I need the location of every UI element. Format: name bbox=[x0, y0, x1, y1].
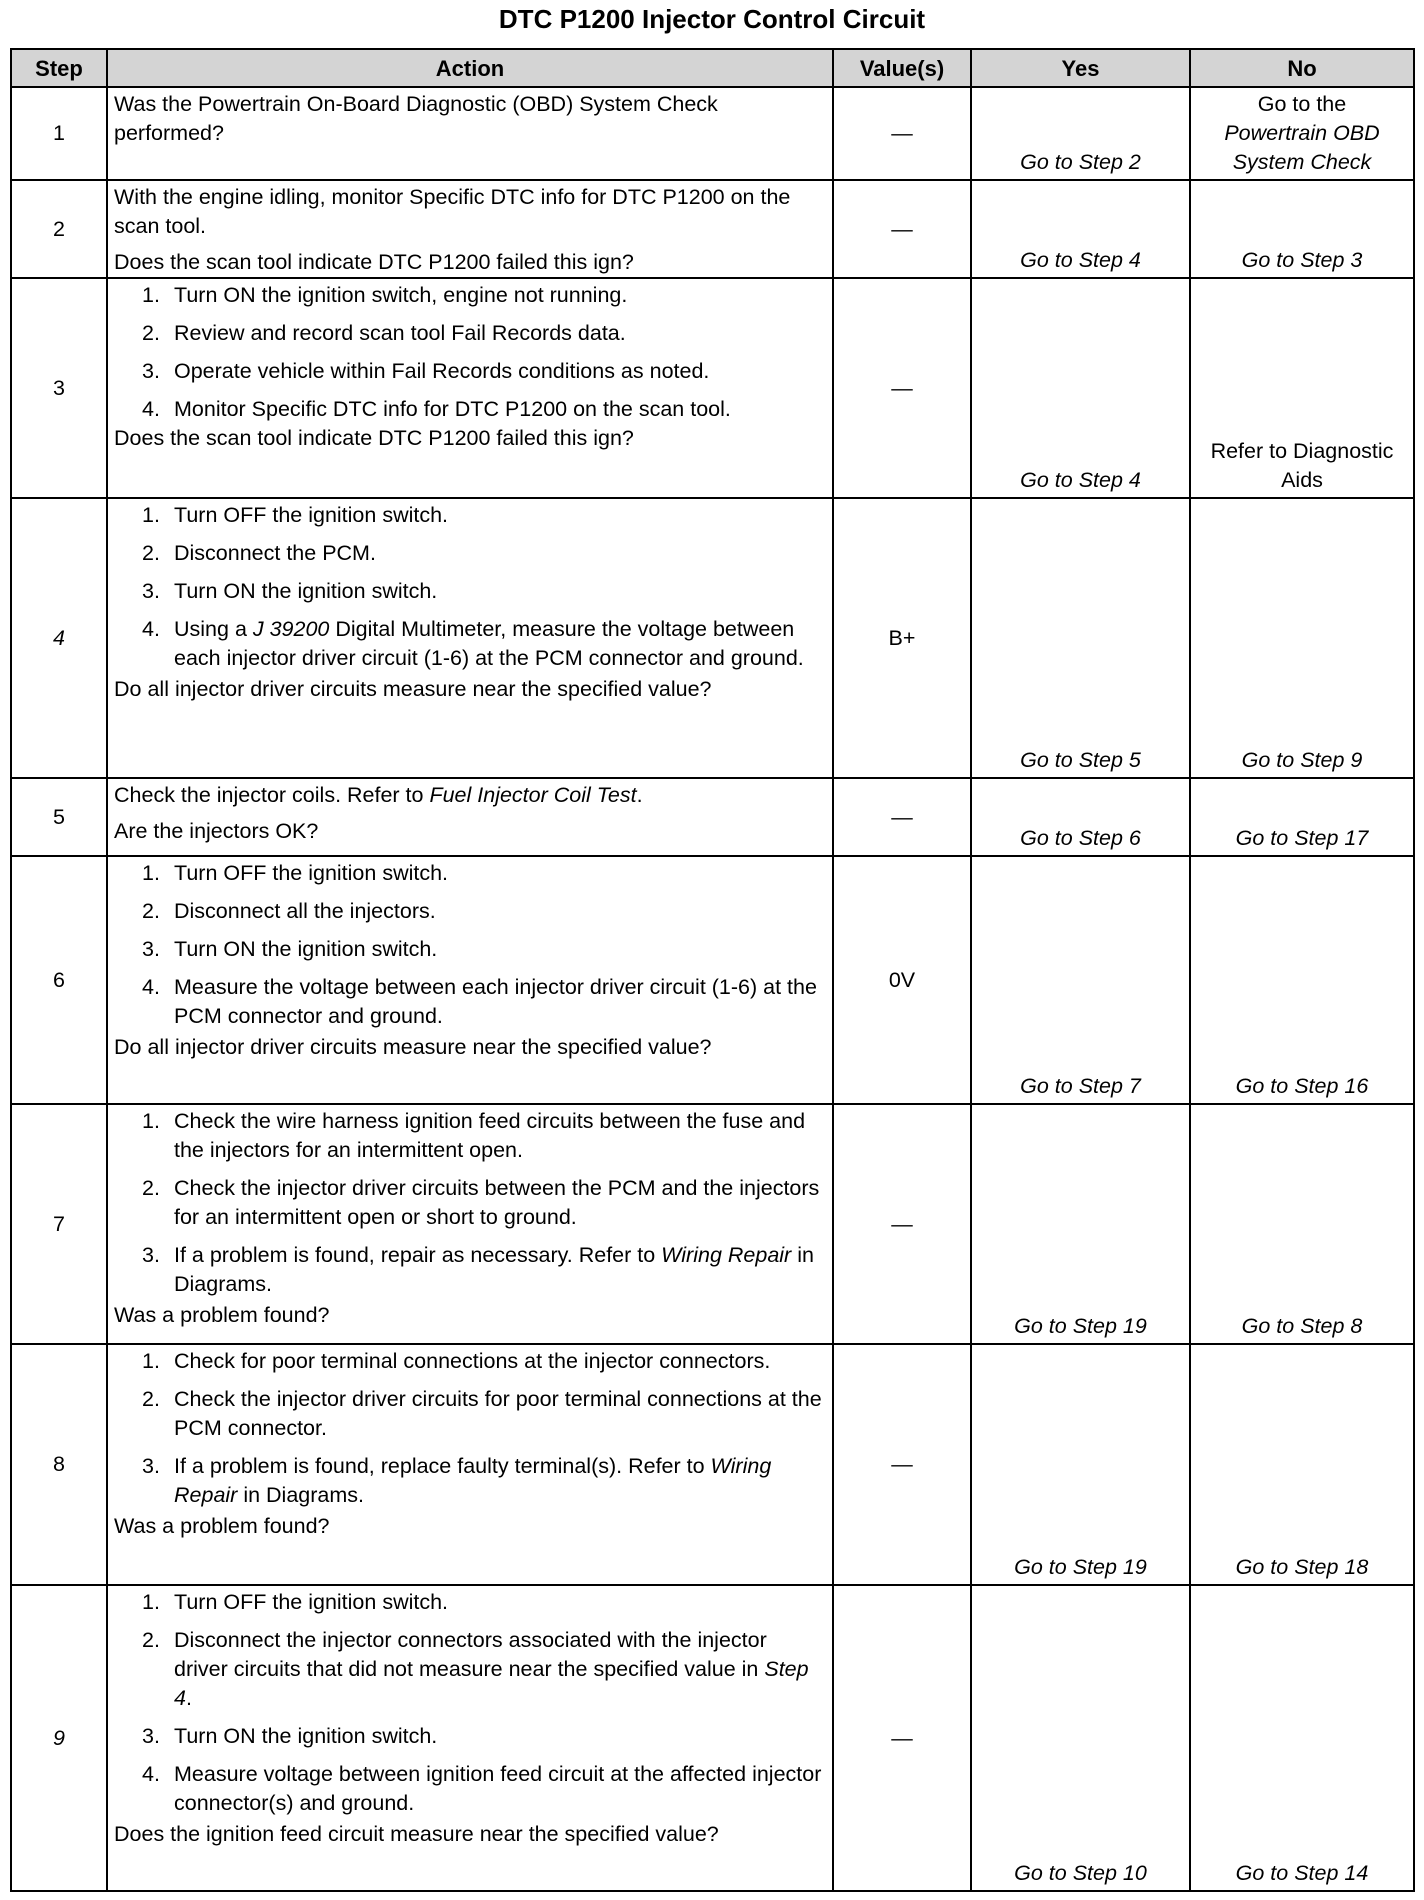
table-row bbox=[11, 180, 1414, 278]
list-item: 3. Turn ON the ignition switch. bbox=[142, 937, 438, 961]
list-item: 2. Check the injector driver circuits between the PCM and the injectors for an intermittent open or short to ground. bbox=[142, 1176, 820, 1229]
yes-cell: Go to Step 2 bbox=[971, 87, 1190, 180]
page-title: DTC P1200 Injector Control Circuit bbox=[498, 4, 926, 34]
no-text: Go to the bbox=[1257, 92, 1347, 116]
list-item: 2. Review and record scan tool Fail Records data. bbox=[142, 321, 626, 345]
action-intro: With the engine idling, monitor Specific DTC info for DTC P1200 on the scan tool. bbox=[114, 185, 791, 238]
action-cell bbox=[107, 87, 833, 180]
action-cell bbox=[107, 1585, 833, 1891]
value-cell: B+ bbox=[833, 498, 971, 778]
header-row bbox=[11, 49, 1414, 87]
no-cell: Go to Step 3 bbox=[1190, 180, 1414, 278]
yes-cell: Go to Step 19 bbox=[971, 1104, 1190, 1344]
list-item: 1. Turn OFF the ignition switch. bbox=[142, 1590, 449, 1614]
yes-cell: Go to Step 5 bbox=[971, 498, 1190, 778]
action-intro: Check the injector coils. Refer to Fuel Injector Coil Test. bbox=[114, 783, 643, 807]
table-row bbox=[11, 1104, 1414, 1344]
action-question: Does the scan tool indicate DTC P1200 failed this ign? bbox=[114, 250, 634, 274]
action-steps bbox=[114, 281, 826, 424]
step-number: 5 bbox=[11, 778, 107, 856]
table-row bbox=[11, 856, 1414, 1104]
value-cell: — bbox=[833, 1104, 971, 1344]
action-question: Do all injector driver circuits measure near the specified value? bbox=[114, 1035, 712, 1059]
table-row bbox=[11, 1585, 1414, 1891]
no-cell: Go to Step 16 bbox=[1190, 856, 1414, 1104]
table-row bbox=[11, 87, 1414, 180]
no-cell: Go to Step 9 bbox=[1190, 498, 1414, 778]
action-question: Does the ignition feed circuit measure near the specified value? bbox=[114, 1822, 719, 1846]
action-cell bbox=[107, 1104, 833, 1344]
value-cell: — bbox=[833, 1344, 971, 1585]
step-number: 9 bbox=[11, 1585, 107, 1891]
no-cell bbox=[1190, 87, 1414, 180]
table-row bbox=[11, 498, 1414, 778]
action-question: Are the injectors OK? bbox=[114, 819, 319, 843]
yes-cell: Go to Step 10 bbox=[971, 1585, 1190, 1891]
action-steps bbox=[114, 1588, 826, 1818]
header-values: Value(s) bbox=[833, 49, 971, 87]
value-cell: — bbox=[833, 1585, 971, 1891]
list-item: 3. If a problem is found, replace faulty terminal(s). Refer to Wiring Repair in Diagrams. bbox=[142, 1454, 772, 1507]
value-cell: — bbox=[833, 180, 971, 278]
value-cell: — bbox=[833, 778, 971, 856]
action-cell bbox=[107, 1344, 833, 1585]
header-yes: Yes bbox=[971, 49, 1190, 87]
yes-cell: Go to Step 7 bbox=[971, 856, 1190, 1104]
yes-cell: Go to Step 4 bbox=[971, 180, 1190, 278]
list-item: 2. Check the injector driver circuits for poor terminal connections at the PCM connector. bbox=[142, 1387, 822, 1440]
table-row bbox=[11, 1344, 1414, 1585]
no-reference: Powertrain OBD System Check bbox=[1224, 121, 1380, 174]
diagnostic-table bbox=[10, 48, 1415, 1892]
list-item: 3. Turn ON the ignition switch. bbox=[142, 1724, 438, 1748]
step-number: 2 bbox=[11, 180, 107, 278]
action-steps bbox=[114, 501, 826, 673]
step-number: 8 bbox=[11, 1344, 107, 1585]
yes-cell: Go to Step 19 bbox=[971, 1344, 1190, 1585]
table-row bbox=[11, 278, 1414, 498]
list-item: 2. Disconnect the injector connectors associated with the injector driver circuits that did not measure near the specified value in Step 4. bbox=[142, 1628, 809, 1710]
action-cell bbox=[107, 856, 833, 1104]
no-cell: Go to Step 8 bbox=[1190, 1104, 1414, 1344]
action-cell bbox=[107, 180, 833, 278]
yes-cell: Go to Step 6 bbox=[971, 778, 1190, 856]
action-cell bbox=[107, 778, 833, 856]
list-item: 3. Operate vehicle within Fail Records conditions as noted. bbox=[142, 359, 710, 383]
list-item: 1. Check for poor terminal connections at the injector connectors. bbox=[142, 1349, 771, 1373]
step-number: 1 bbox=[11, 87, 107, 180]
step-number: 3 bbox=[11, 278, 107, 498]
list-item: 2. Disconnect the PCM. bbox=[142, 541, 376, 565]
header-action: Action bbox=[107, 49, 833, 87]
list-item: 4. Measure the voltage between each injector driver circuit (1-6) at the PCM connector and ground. bbox=[142, 975, 817, 1028]
action-steps bbox=[114, 859, 826, 1031]
list-item: 1. Turn OFF the ignition switch. bbox=[142, 503, 449, 527]
list-item: 2. Disconnect all the injectors. bbox=[142, 899, 436, 923]
action-question: Was the Powertrain On-Board Diagnostic (OBD) System Check performed? bbox=[114, 92, 718, 145]
step-number: 6 bbox=[11, 856, 107, 1104]
action-cell bbox=[107, 278, 833, 498]
action-steps bbox=[114, 1107, 826, 1299]
action-question: Do all injector driver circuits measure near the specified value? bbox=[114, 677, 712, 701]
action-question: Was a problem found? bbox=[114, 1303, 330, 1327]
step-number: 7 bbox=[11, 1104, 107, 1344]
list-item: 4. Using a J 39200 Digital Multimeter, measure the voltage between each injector driver circuit (1-6) at the PCM connector and ground. bbox=[142, 617, 804, 670]
yes-cell: Go to Step 4 bbox=[971, 278, 1190, 498]
action-question: Was a problem found? bbox=[114, 1514, 330, 1538]
table-row bbox=[11, 778, 1414, 856]
header-step: Step bbox=[11, 49, 107, 87]
header-no: No bbox=[1190, 49, 1414, 87]
value-cell: — bbox=[833, 278, 971, 498]
action-steps bbox=[114, 1347, 826, 1510]
list-item: 4. Measure voltage between ignition feed circuit at the affected injector connector(s) and ground. bbox=[142, 1762, 822, 1815]
no-cell: Go to Step 18 bbox=[1190, 1344, 1414, 1585]
value-cell: 0V bbox=[833, 856, 971, 1104]
list-item: 4. Monitor Specific DTC info for DTC P1200 on the scan tool. bbox=[142, 397, 731, 421]
list-item: 1. Check the wire harness ignition feed circuits between the fuse and the injectors for an intermittent open. bbox=[142, 1109, 806, 1162]
list-item: 3. Turn ON the ignition switch. bbox=[142, 579, 438, 603]
no-cell: Refer to Diagnostic Aids bbox=[1190, 278, 1414, 498]
value-cell: — bbox=[833, 87, 971, 180]
list-item: 1. Turn ON the ignition switch, engine not running. bbox=[142, 283, 628, 307]
step-number: 4 bbox=[11, 498, 107, 778]
action-question: Does the scan tool indicate DTC P1200 failed this ign? bbox=[114, 426, 634, 450]
no-cell: Go to Step 17 bbox=[1190, 778, 1414, 856]
list-item: 3. If a problem is found, repair as necessary. Refer to Wiring Repair in Diagrams. bbox=[142, 1243, 814, 1296]
no-cell: Go to Step 14 bbox=[1190, 1585, 1414, 1891]
action-cell bbox=[107, 498, 833, 778]
list-item: 1. Turn OFF the ignition switch. bbox=[142, 861, 449, 885]
